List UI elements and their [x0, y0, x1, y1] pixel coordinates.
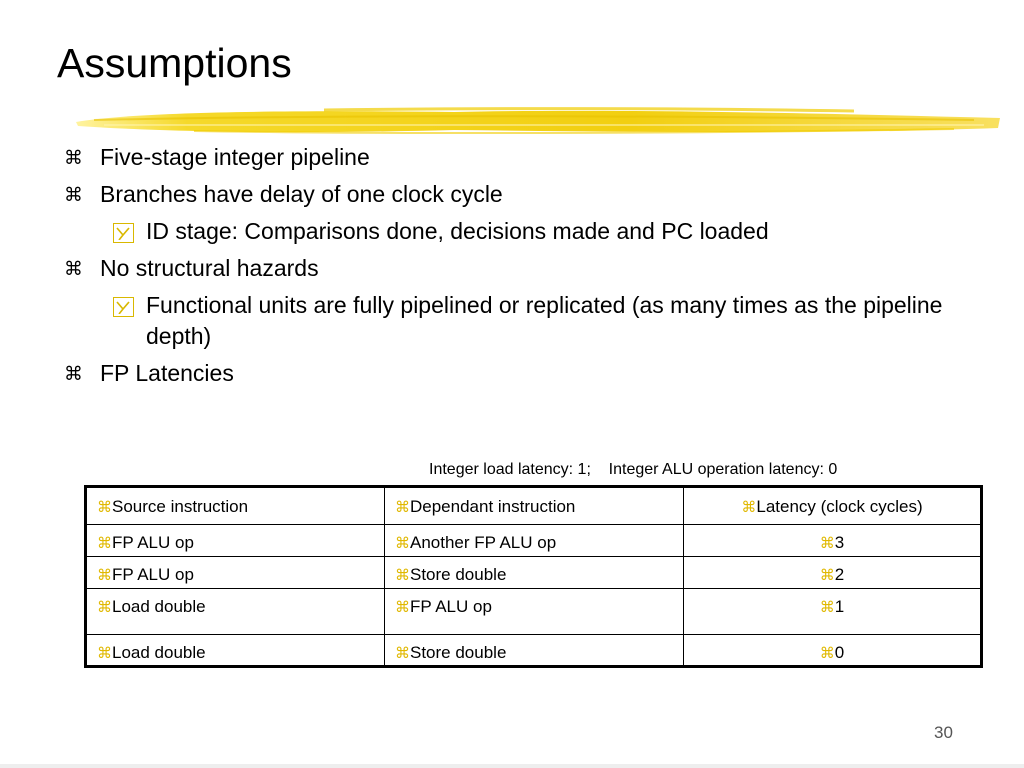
command-key-icon: ⌘: [64, 147, 83, 169]
command-key-icon: ⌘: [64, 258, 83, 280]
command-key-icon: ⌘: [97, 644, 112, 662]
command-key-icon: ⌘: [819, 644, 835, 662]
command-key-icon: ⌘: [64, 184, 83, 206]
yellow-brush-stroke: [74, 104, 1002, 140]
check-box-icon: [113, 223, 134, 243]
table-cell: ⌘Load double: [86, 589, 385, 635]
table-header-cell: ⌘Latency (clock cycles): [684, 487, 982, 525]
command-key-icon: ⌘: [97, 534, 112, 552]
command-key-icon: ⌘: [395, 566, 410, 584]
table-cell: ⌘FP ALU op: [385, 589, 684, 635]
command-key-icon: ⌘: [395, 644, 410, 662]
table-row: [86, 525, 982, 557]
bullet-item: [64, 142, 964, 173]
table-cell: ⌘0: [684, 635, 982, 667]
table-cell: ⌘Another FP ALU op: [385, 525, 684, 557]
bullet-item: [64, 358, 964, 389]
table-cell: ⌘1: [684, 589, 982, 635]
table-cell: ⌘Store double: [385, 635, 684, 667]
bullet-item: [64, 253, 964, 284]
command-key-icon: ⌘: [395, 598, 410, 616]
page-number: 30: [934, 723, 953, 742]
bullet-list: [64, 142, 964, 395]
latency-note: Integer load latency: 1; Integer ALU operation latency: 0: [429, 461, 838, 478]
command-key-icon: ⌘: [395, 498, 410, 516]
bullet-text: FP Latencies: [100, 360, 234, 386]
table-cell: ⌘FP ALU op: [86, 557, 385, 589]
bullet-text: No structural hazards: [100, 255, 319, 281]
table-row: [86, 635, 982, 667]
table-cell: ⌘3: [684, 525, 982, 557]
command-key-icon: ⌘: [819, 598, 835, 616]
table-header-cell: ⌘Dependant instruction: [385, 487, 684, 525]
sub-bullet-item: [64, 216, 964, 247]
command-key-icon: ⌘: [97, 598, 112, 616]
bullet-text: Five-stage integer pipeline: [100, 144, 370, 170]
sub-bullet-text: ID stage: Comparisons done, decisions made and PC loaded: [146, 218, 769, 244]
slide-title: Assumptions: [57, 40, 292, 86]
check-box-icon: [113, 297, 134, 317]
command-key-icon: ⌘: [97, 498, 112, 516]
table-cell: ⌘Store double: [385, 557, 684, 589]
bullet-item: [64, 179, 964, 210]
command-key-icon: ⌘: [819, 566, 835, 584]
sub-bullet-text: Functional units are fully pipelined or replicated (as many times as the pipeline depth): [146, 292, 943, 349]
command-key-icon: ⌘: [741, 498, 757, 516]
command-key-icon: ⌘: [64, 363, 83, 385]
table-header-cell: ⌘Source instruction: [86, 487, 385, 525]
table-row: [86, 589, 982, 635]
command-key-icon: ⌘: [395, 534, 410, 552]
table-cell: ⌘2: [684, 557, 982, 589]
table-header-row: [86, 487, 982, 525]
sub-bullet-item: [64, 290, 964, 352]
command-key-icon: ⌘: [97, 566, 112, 584]
table-cell: ⌘Load double: [86, 635, 385, 667]
bottom-divider: [0, 764, 1024, 768]
table-cell: ⌘FP ALU op: [86, 525, 385, 557]
latency-table: [84, 485, 983, 668]
table-row: [86, 557, 982, 589]
bullet-text: Branches have delay of one clock cycle: [100, 181, 503, 207]
command-key-icon: ⌘: [819, 534, 835, 552]
